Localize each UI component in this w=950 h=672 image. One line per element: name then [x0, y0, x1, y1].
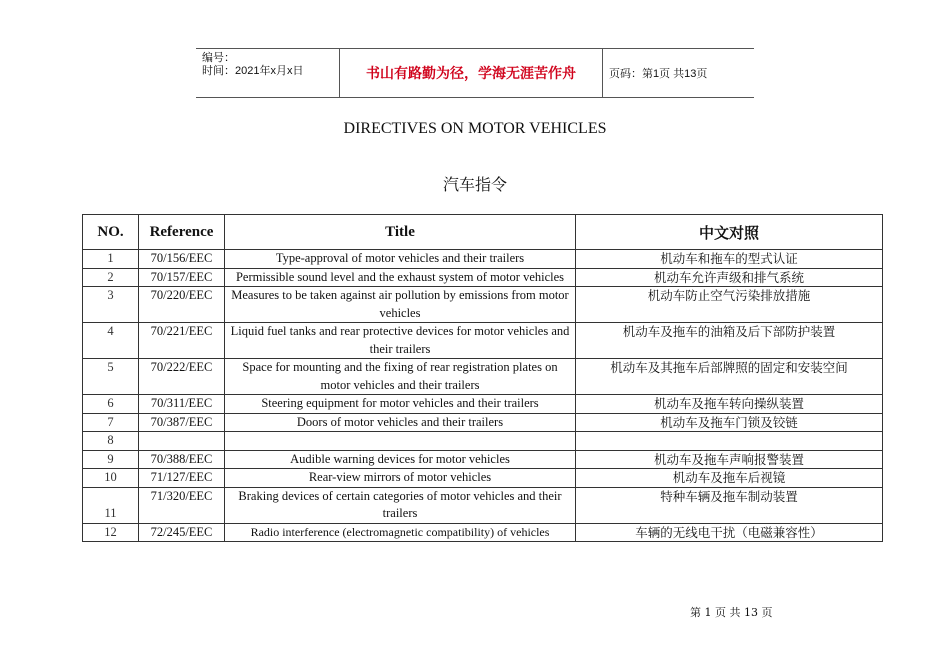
row-title: Liquid fuel tanks and rear protective devices for motor vehicles and their trailers — [225, 323, 576, 359]
table-row — [83, 250, 883, 269]
row-chinese: 机动车和拖车的型式认证 — [576, 250, 883, 269]
table-row — [83, 469, 883, 488]
header-title: Title — [225, 215, 576, 250]
table-row — [83, 395, 883, 414]
header-page-number: 页码：第1页 共13页 — [609, 68, 708, 80]
row-number: 9 — [83, 450, 139, 469]
row-number: 12 — [83, 523, 139, 542]
date-text: 时间：2021年x月x日 — [202, 65, 304, 77]
header-chinese: 中文对照 — [576, 215, 883, 250]
row-reference: 70/221/EEC — [139, 323, 225, 359]
table-row — [83, 432, 883, 451]
table-header-row — [83, 215, 883, 250]
row-title: Doors of motor vehicles and their trailers — [225, 413, 576, 432]
row-chinese: 车辆的无线电干扰（电磁兼容性） — [576, 523, 883, 542]
row-chinese: 机动车及拖车转向操纵装置 — [576, 395, 883, 414]
document-subtitle: 汽车指令 — [442, 175, 507, 194]
row-title: Braking devices of certain categories of motor vehicles and their trailers — [225, 487, 576, 523]
row-chinese — [576, 432, 883, 451]
row-title: Radio interference (electromagnetic compatibility) of vehicles — [225, 523, 576, 542]
row-number: 3 — [83, 287, 139, 323]
table-row — [83, 287, 883, 323]
table-row — [83, 413, 883, 432]
row-title: Rear-view mirrors of motor vehicles — [225, 469, 576, 488]
row-number: 4 — [83, 323, 139, 359]
row-title: Permissible sound level and the exhaust system of motor vehicles — [225, 268, 576, 287]
row-title: Type-approval of motor vehicles and their trailers — [225, 250, 576, 269]
row-chinese: 机动车及拖车后视镜 — [576, 469, 883, 488]
document-title: DIRECTIVES ON MOTOR VEHICLES — [343, 120, 607, 137]
table-row — [83, 487, 883, 523]
page-header — [196, 48, 754, 98]
row-reference: 70/220/EEC — [139, 287, 225, 323]
header-motto: 书山有路勤为径，学海无涯苦作舟 — [339, 49, 603, 97]
row-reference: 71/127/EEC — [139, 469, 225, 488]
row-chinese: 机动车及拖车的油箱及后下部防护装置 — [576, 323, 883, 359]
table-row — [83, 523, 883, 542]
row-chinese: 特种车辆及拖车制动装置 — [576, 487, 883, 523]
row-number: 5 — [83, 359, 139, 395]
row-reference: 70/387/EEC — [139, 413, 225, 432]
row-title: Audible warning devices for motor vehicles — [225, 450, 576, 469]
page-footer: 第 1 页 共 13 页 — [690, 606, 773, 619]
table-row — [83, 450, 883, 469]
row-reference: 70/311/EEC — [139, 395, 225, 414]
number-label: 编号： — [202, 52, 235, 64]
row-reference: 70/156/EEC — [139, 250, 225, 269]
row-reference: 72/245/EEC — [139, 523, 225, 542]
row-chinese: 机动车及拖车声响报警装置 — [576, 450, 883, 469]
row-title — [225, 432, 576, 451]
row-reference: 70/222/EEC — [139, 359, 225, 395]
row-reference: 71/320/EEC — [139, 487, 225, 523]
row-number: 7 — [83, 413, 139, 432]
directives-table — [82, 214, 883, 542]
table-row — [83, 323, 883, 359]
row-number: 1 — [83, 250, 139, 269]
row-reference: 70/388/EEC — [139, 450, 225, 469]
row-chinese: 机动车及其拖车后部牌照的固定和安装空间 — [576, 359, 883, 395]
row-number: 11 — [83, 487, 139, 523]
header-reference: Reference — [139, 215, 225, 250]
row-chinese: 机动车允许声级和排气系统 — [576, 268, 883, 287]
row-chinese: 机动车及拖车门锁及铰链 — [576, 413, 883, 432]
table-row — [83, 359, 883, 395]
row-chinese: 机动车防止空气污染排放措施 — [576, 287, 883, 323]
row-number: 8 — [83, 432, 139, 451]
table-row — [83, 268, 883, 287]
row-title: Steering equipment for motor vehicles and their trailers — [225, 395, 576, 414]
header-info — [196, 49, 339, 97]
header-no: NO. — [83, 215, 139, 250]
row-number: 2 — [83, 268, 139, 287]
row-title: Measures to be taken against air pollution by emissions from motor vehicles — [225, 287, 576, 323]
row-number: 10 — [83, 469, 139, 488]
row-reference: 70/157/EEC — [139, 268, 225, 287]
row-title: Space for mounting and the fixing of rear registration plates on motor vehicles and their trailers — [225, 359, 576, 395]
row-reference — [139, 432, 225, 451]
row-number: 6 — [83, 395, 139, 414]
